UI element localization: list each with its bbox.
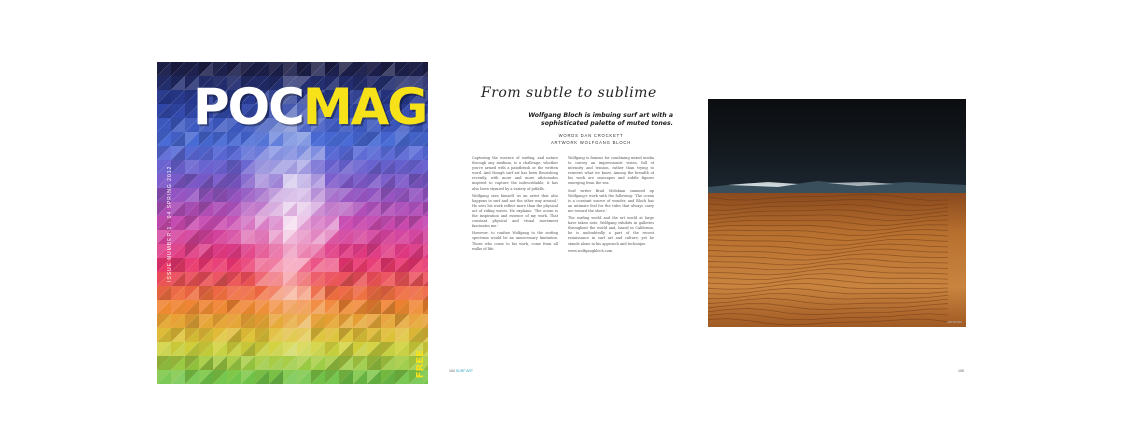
article-headline: From subtle to sublime xyxy=(481,85,657,101)
magazine-cover xyxy=(157,62,428,384)
photo-credit: ARTWORK xyxy=(946,320,962,324)
article-column-a xyxy=(472,156,558,348)
article-url: www.wolfgangbloch.com xyxy=(568,248,613,253)
article-left-page xyxy=(445,62,685,384)
credit-words: WORDS DAN CROCKETT xyxy=(558,133,624,138)
logo-mag: MAG xyxy=(302,78,427,136)
cover-issue-text: ISSUE NUMBER 1 · 04 SPRING 2012 xyxy=(167,165,173,282)
logo-poc: POC xyxy=(193,78,303,136)
paragraph: Capturing the essence of surfing, and nature through any medium, is a challenge, whether you're armed with a paintbrush or the written word. And though surf art has been flourishing recently, with more and more aficionados inspired to capture the indescribable, it has also been stymied by a variety of pitfalls. xyxy=(472,156,558,191)
article-spread xyxy=(445,62,978,384)
surf-artwork-image xyxy=(708,99,966,327)
cover-logo xyxy=(193,78,427,136)
folio-left xyxy=(449,369,473,373)
folio-right-number: 105 xyxy=(958,369,964,373)
folio-left-tag: SURF ART xyxy=(455,369,474,373)
article-right-page xyxy=(695,62,978,384)
cover-free-label: FREE xyxy=(415,350,426,379)
paragraph: Wolfgang is famous for combining mixed media to convey an impressionist vision, full of intensity and tension, rather than trying to reinvent what we know. Among the breadth of his work are seascapes and subtle figures emerging from the sea. xyxy=(568,156,654,186)
paragraph: Surf writer Brad Melekian summed up Wolfgang's work with the following: 'The ocean is a constant source of wonder, and Bloch has an intimate feel for the tides that always carry me toward the shore.' xyxy=(568,188,654,213)
article-credits xyxy=(503,133,679,146)
paragraph: Wolfgang sees himself 'as an artist that also happens to surf and not the other way around.' He sees his work reflect more than the physical act of riding waves. He explains: 'The ocean is the inspiration and essence of my work. That constant physical and visual movement fascinates me.' xyxy=(472,193,558,229)
article-column-b xyxy=(568,156,654,348)
paragraph: However, to confine Wolfgang to the surfing spectrum would be an unnecessary limitation. Those who come to his work, come from all walks of life. xyxy=(472,231,558,251)
artwork-painting xyxy=(708,99,966,327)
paragraph: The surfing world and the art world at large have taken note. Wolfgang exhibits in galleries throughout the world and, based in California, he is undoubtedly a part of the recent renaissance in surf art and culture, yet he stands alone in his approach and technique. xyxy=(568,216,654,246)
credit-artwork: ARTWORK WOLFGANG BLOCH xyxy=(550,139,632,145)
folio-left-number: 104 xyxy=(449,369,455,373)
article-dek: Wolfgang Bloch is imbuing surf art with a sophisticated palette of muted tones. xyxy=(528,112,673,128)
